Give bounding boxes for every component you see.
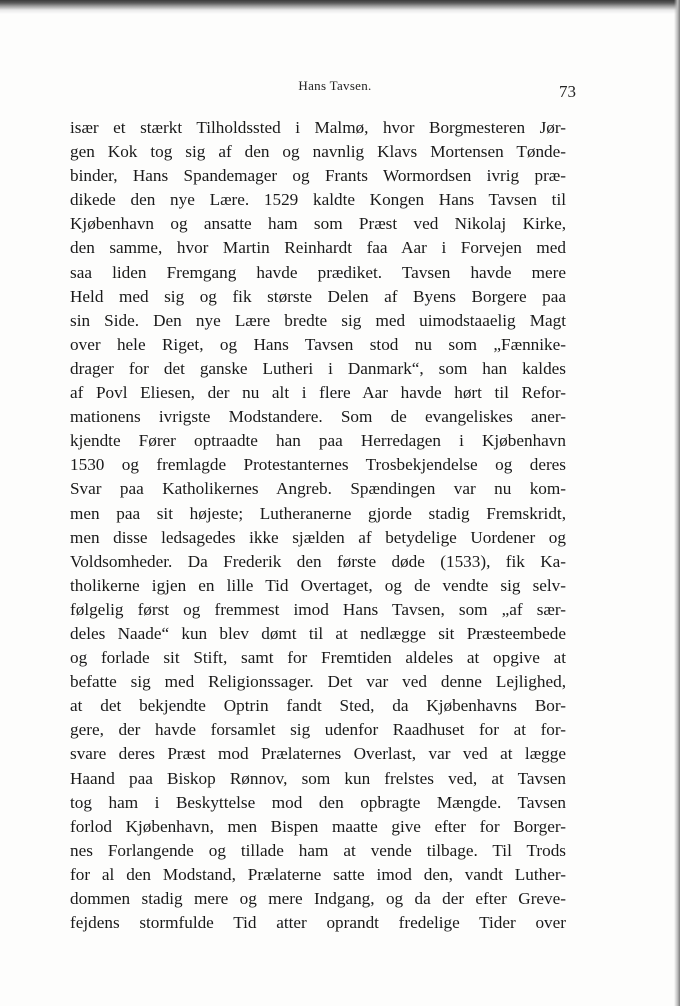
text-line: binder, Hans Spandemager og Frants Wormordsen ivrig præ-	[70, 166, 566, 186]
text-line: sin Side. Den nye Lære bredte sig med uimodstaaelig Magt	[70, 310, 566, 330]
scan-right-edge	[674, 0, 680, 1006]
text-line: følgelig først og fremmest imod Hans Tavsen, som „af sær-	[70, 599, 566, 619]
text-line: men disse ledsagedes ikke sjælden af betydelige Uordener og	[70, 527, 566, 547]
text-line: 1530 og fremlagde Protestanternes Trosbekjendelse og deres	[70, 455, 566, 475]
text-line: især et stærkt Tilholdssted i Malmø, hvor Borgmesteren Jør-	[70, 118, 566, 137]
scan-top-edge	[0, 0, 680, 14]
text-line: dikede den nye Lære. 1529 kaldte Kongen Hans Tavsen til	[70, 190, 566, 210]
text-line: mationens ivrigste Modstandere. Som de evangeliskes aner-	[70, 407, 566, 427]
text-line: gen Kok tog sig af den og navnlig Klavs Mortensen Tønde-	[70, 142, 566, 162]
text-line: for al den Modstand, Prælaterne satte imod den, vandt Luther-	[70, 864, 566, 884]
text-line: Held med sig og fik største Delen af Byens Borgere paa	[70, 286, 566, 306]
text-line: Haand paa Biskop Rønnov, som kun frelstes ved, at Tavsen	[70, 768, 566, 788]
running-title: Hans Tavsen.	[298, 78, 372, 93]
text-line: dommen stadig mere og mere Indgang, og da der efter Greve-	[70, 889, 566, 908]
body-text	[70, 116, 566, 935]
text-line: nes Forlangende og tillade ham at vende tilbage. Til Trods	[70, 840, 566, 860]
text-line: over hele Riget, og Hans Tavsen stod nu som „Fænnike-	[70, 334, 566, 354]
text-line: svare deres Præst mod Prælaternes Overlast, var ved at lægge	[70, 744, 566, 764]
text-line: tholikerne igjen en lille Tid Overtaget, og de vendte sig selv-	[70, 575, 566, 595]
text-line: gere, der havde forsamlet sig udenfor Raadhuset for at for-	[70, 720, 566, 740]
text-line: befatte sig med Religionssager. Det var ved denne Lejlighed,	[70, 672, 566, 692]
text-line: deles Naade“ kun blev dømt til at nedlægge sit Præsteembede	[70, 623, 566, 643]
text-line: drager for det ganske Lutheri i Danmark“, som han kaldes	[70, 358, 566, 378]
text-line: Voldsomheder. Da Frederik den første døde (1533), fik Ka-	[70, 551, 566, 571]
text-line: den samme, hvor Martin Reinhardt faa Aar i Forvejen med	[70, 238, 566, 258]
text-line: fejdens stormfulde Tid atter oprandt fredelige Tider over	[70, 913, 566, 933]
text-line: og forlade sit Stift, samt for Fremtiden aldeles at opgive at	[70, 648, 566, 668]
text-line: forlod Kjøbenhavn, men Bispen maatte give efter for Borger-	[70, 816, 566, 836]
text-line: tog ham i Beskyttelse mod den opbragte Mængde. Tavsen	[70, 792, 566, 812]
text-line: Kjøbenhavn og ansatte ham som Præst ved Nikolaj Kirke,	[70, 214, 566, 234]
text-line: kjendte Fører optraadte han paa Herredagen i Kjøbenhavn	[70, 431, 566, 451]
page-number: 73	[559, 82, 576, 101]
text-line: af Povl Eliesen, der nu alt i flere Aar havde hørt til Refor-	[70, 383, 566, 403]
text-line: Svar paa Katholikernes Angreb. Spændingen var nu kom-	[70, 479, 566, 499]
text-line: men paa sit højeste; Lutheranerne gjorde stadig Fremskridt,	[70, 503, 566, 523]
text-line: saa liden Fremgang havde prædiket. Tavsen havde mere	[70, 262, 566, 282]
text-line: at det bekjendte Optrin fandt Sted, da Kjøbenhavns Bor-	[70, 696, 566, 716]
